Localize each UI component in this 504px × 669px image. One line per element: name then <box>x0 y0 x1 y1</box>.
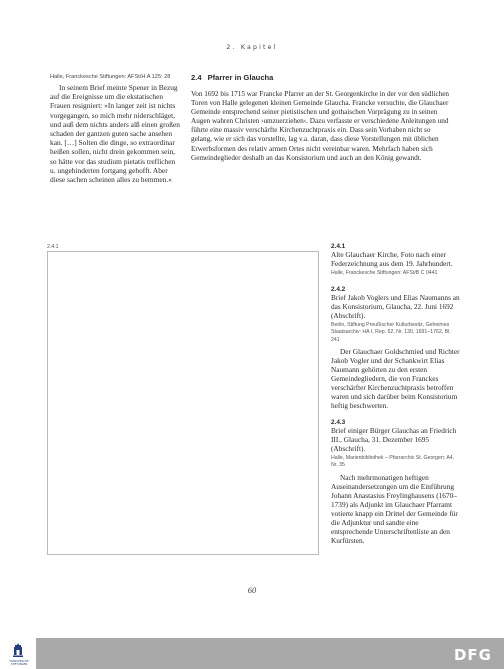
entry-source: Halle, Franckesche Stiftungen: AFSt/B C 0441 <box>331 269 438 276</box>
section-heading <box>191 73 453 82</box>
page-number: 60 <box>247 585 257 595</box>
margin-quote: In seinem Brief meinte Spener in Bezug auf die Ereignisse um die ekstatischen Frauen resigniert: »In langer zeit ist nichts vorgegangen, so mich mehr niderschläget, und auß dem nichts anders alß einen großen schaden der gantzen guten sache ansehen kan. […] Solten die dinge, so extraordinar heißen sollen, nicht drein gekommen sein, so hätte vor das studium pietatis treflichen u. ungehinderten fortgang gehofft. Aber diese sachen scheinen alles zu hemmen.« <box>50 83 180 185</box>
section-number: 2.4 <box>191 73 202 82</box>
footer-band <box>0 638 504 669</box>
section-title: Pfarrer in Glaucha <box>207 73 274 82</box>
footer-left-logo <box>0 638 36 669</box>
quote-source: Halle, Franckesche Stiftungen: AFSt/H A 125: 28 <box>50 74 171 80</box>
entry-number: 2.4.1 <box>331 243 346 250</box>
entry-description: Nach mehrmonatigen heftigen Auseinandersetzungen um die Einführung Johann Anastasius Freylinghausens (1670–1739) als Adjunkt im Glauchaer Pfarramt votierte knapp ein Drittel der Gemeinde für die Adjunktur und sandte eine entsprechende Unterschriftenliste an den Kurfürsten. <box>331 472 458 545</box>
entry-description: Der Glauchaer Goldschmied und Richter Jakob Vogler und der Schankwirt Elias Naumann gehörten zu den ersten Gemeindegliedern, die von Franckes verschärfter Kirchenzuchtpraxis betroffen waren und sich darüber beim Konsistorium heftig beschwerten. <box>331 347 460 411</box>
main-column <box>191 73 453 163</box>
entry-source: Berlin, Stiftung Preußischer Kulturbesitz, Geheimes Staatsarchiv: HA I, Rep. 52, Nr. 130, 1691–1762, Bl. 241 <box>331 321 451 343</box>
left-margin-column <box>50 73 182 184</box>
caption-entry <box>331 243 460 277</box>
running-head: 2. Kapitel <box>226 44 278 51</box>
entry-title: Brief einiger Bürger Glauchas an Friedrich III., Glaucha, 31. Dezember 1695 (Abschrift). <box>331 426 457 453</box>
foundation-emblem-icon <box>13 643 23 657</box>
section-body: Von 1692 bis 1715 war Francke Pfarrer an der St. Georgenkirche in der vor den südlichen Toren von Halle gelegenen kleinen Gemeinde Glaucha. Francke versuchte, die Glauchaer Gemeinde entsprechend seiner pietistischen und gothaischen Vorprägung zu in seinen Augen wahren Christen ›umzuerziehen‹. Dazu verfasste er verschiedene Anleitungen und führte eine massiv verschärfte Kirchenzuchtpraxis ein. Dass sein Vorhaben nicht so gelang, wie er sich das vorstellte, lag v.a. daran, dass diese Vorstellungen mit üblichen Erwerbsformen des relativ armen Ortes nicht vereinbar waren. Mehrfach haben sich Gemeindeglieder deshalb an das Konsistorium und auch an den König gewandt. <box>191 90 450 162</box>
captions-column <box>331 243 460 554</box>
entry-title: Brief Jakob Voglers und Elias Naumanns an das Konsistorium, Glaucha, 22. Juni 1692 (Abschrift). <box>331 293 460 321</box>
entry-number: 2.4.2 <box>331 286 346 294</box>
figure-label: 2.4.1 <box>47 244 59 250</box>
entry-source: Halle, Marienbibliothek – Pfarrarchiv St. Georgen: A4, Nr. 35 <box>331 454 455 469</box>
footer-left-text: FRANCKESCHE STIFTUNGEN <box>9 660 29 667</box>
entry-title: Alte Glauchaer Kirche, Foto nach einer Federzeichnung aus dem 19. Jahrhundert. <box>331 250 453 268</box>
caption-entry <box>331 419 460 545</box>
dfg-logo: DFG <box>453 646 492 664</box>
entry-number: 2.4.3 <box>331 419 346 427</box>
figure-placeholder <box>47 251 319 555</box>
caption-entry <box>331 286 460 410</box>
